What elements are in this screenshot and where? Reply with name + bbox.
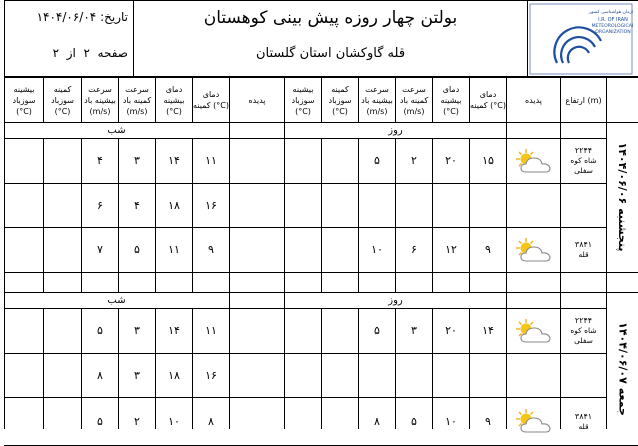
svg-text:METEOROLOGICAL: METEOROLOGICAL (591, 24, 633, 29)
col-header-min-temp-day: دمای کمینه (°C) (470, 90, 506, 110)
day-min-value: ۱۵ (482, 154, 494, 167)
day-wmin-value (396, 354, 432, 397)
col-header-elevation: ارتفاع (m) (565, 95, 602, 105)
logo-emblem-icon (529, 3, 633, 75)
place-name: قله (578, 250, 589, 259)
date-value: ۱۴۰۴/۰۶/۰۴ (36, 10, 97, 24)
day-max-value (433, 184, 469, 227)
day-max-value: ۲۰ (445, 154, 457, 167)
day-wmin-value: ۲ (411, 154, 417, 167)
partly-cloudy-icon (512, 236, 556, 264)
night-wmax-value: ۵ (97, 414, 103, 428)
night-max-value: ۱۸ (168, 198, 180, 212)
night-section-label: شب (107, 124, 126, 136)
day-wmax-value: ۵ (374, 324, 380, 337)
night-wmin-value: ۳ (134, 368, 140, 382)
elevation-value: ۲۲۴۴ (574, 316, 593, 325)
day-min-value: ۹ (485, 414, 491, 428)
day-wmax-value (359, 184, 395, 227)
night-min-value: ۸ (208, 414, 214, 428)
col-header-phenomenon-day: پدیده (524, 95, 543, 105)
night-max-value: ۱۴ (168, 324, 180, 337)
night-wmax-value: ۷ (97, 243, 103, 256)
col-header-min-windchill-night: کمینه سوزباد (°C) (51, 84, 74, 116)
day-wmax-value (359, 354, 395, 397)
day-min-value (470, 184, 506, 227)
elevation-cell (561, 354, 606, 397)
partly-cloudy-icon (512, 317, 556, 345)
col-header-max-temp-day: دمای بیشینه (°C) (440, 84, 462, 116)
forecast-date-label: جمعه ۱۴۰۴/۰۶/۰۷ (616, 321, 629, 416)
night-max-value: ۱۴ (168, 154, 180, 167)
day-max-value: ۲۰ (445, 324, 457, 337)
night-max-value: ۱۰ (168, 414, 180, 428)
day-wmax-value: ۵ (374, 154, 380, 167)
day-min-value: ۹ (485, 243, 491, 256)
day-wmax-value: ۱۰ (371, 243, 383, 256)
day-max-value (433, 354, 469, 397)
page-number: صفحه ۲ از ۲ (52, 46, 128, 60)
night-min-value: ۱۱ (205, 154, 217, 167)
elevation-cell (561, 228, 606, 272)
night-wmax-value: ۸ (97, 368, 103, 382)
page-title: بولتن چهار روزه پیش بینی کوهستان (203, 8, 458, 28)
col-header-min-windchill-day: کمینه سوزباد (°C) (328, 84, 352, 116)
day-wmin-value: ۵ (411, 414, 417, 428)
night-wmin-value: ۴ (134, 198, 140, 212)
svg-text:سازمان هواشناسی کشور: سازمان هواشناسی کشور (589, 10, 633, 15)
col-header-max-windchill-day: بیشینه سوزباد (°C) (291, 84, 315, 116)
col-header-min-temp-night: دمای کمینه (°C) (193, 90, 229, 110)
night-wmax-value: ۶ (97, 198, 103, 212)
col-header-min-wind-day: سرعت کمینه باد (m/s) (399, 84, 429, 116)
night-wmin-value: ۳ (134, 324, 140, 337)
day-wmin-value: ۶ (411, 243, 417, 256)
night-wmax-value: ۵ (97, 324, 103, 337)
day-section-label: روز (388, 124, 403, 136)
day-wmin-value (396, 184, 432, 227)
elevation-cell (561, 309, 606, 353)
partly-cloudy-icon (512, 147, 556, 175)
col-header-max-wind-night: سرعت بیشینه باد (m/s) (84, 84, 116, 116)
day-max-value: ۱۰ (445, 414, 457, 428)
elevation-value: ۲۲۴۴ (574, 146, 593, 155)
place-name: قله (578, 421, 589, 431)
svg-text:ORGANIZATION: ORGANIZATION (595, 30, 631, 35)
col-header-max-wind-day: سرعت بیشینه باد (m/s) (361, 84, 393, 116)
day-min-value: ۱۴ (482, 324, 494, 337)
place-name: شاه کوه سفلی (570, 326, 597, 345)
elevation-value: ۳۸۴۱ (574, 240, 593, 249)
partly-cloudy-icon (512, 407, 556, 435)
night-min-value: ۱۱ (205, 324, 217, 337)
col-header-max-temp-night: دمای بیشینه (°C) (163, 84, 185, 116)
elevation-cell (561, 398, 606, 445)
date-line (8, 10, 128, 24)
elevation-cell (561, 184, 606, 227)
col-header-phenomenon-night: پدیده (248, 95, 266, 105)
elevation-cell (561, 139, 606, 183)
day-min-value (470, 354, 506, 397)
night-min-value: ۹ (208, 243, 214, 256)
night-max-value: ۱۱ (168, 243, 180, 256)
meteorological-organization-logo (529, 3, 633, 75)
date-label: تاریخ: (100, 10, 128, 24)
night-wmin-value: ۳ (134, 154, 140, 167)
svg-text:I.R. OF IRAN: I.R. OF IRAN (598, 17, 628, 23)
night-min-value: ۱۶ (205, 198, 217, 212)
day-wmin-value: ۳ (411, 324, 417, 337)
place-name: شاه کوه سفلی (570, 156, 597, 175)
night-min-value: ۱۶ (205, 368, 217, 382)
night-max-value: ۱۸ (168, 368, 180, 382)
night-wmin-value: ۲ (134, 414, 140, 428)
day-wmax-value: ۸ (374, 414, 380, 428)
col-header-max-windchill-night: بیشینه سوزباد (°C) (12, 84, 36, 116)
night-section-label: شب (107, 294, 126, 306)
night-wmin-value: ۵ (134, 243, 140, 256)
elevation-value: ۳۸۴۱ (574, 411, 593, 421)
page-subtitle: قله گاوکشان استان گلستان (255, 46, 406, 61)
col-header-min-wind-night: سرعت کمینه باد (m/s) (122, 84, 152, 116)
night-wmax-value: ۴ (97, 154, 103, 167)
day-section-label: روز (388, 294, 403, 306)
day-max-value: ۱۲ (445, 243, 457, 256)
forecast-date-label: پنجشنبه ۱۴۰۴/۰۶/۰۶ (616, 142, 629, 252)
